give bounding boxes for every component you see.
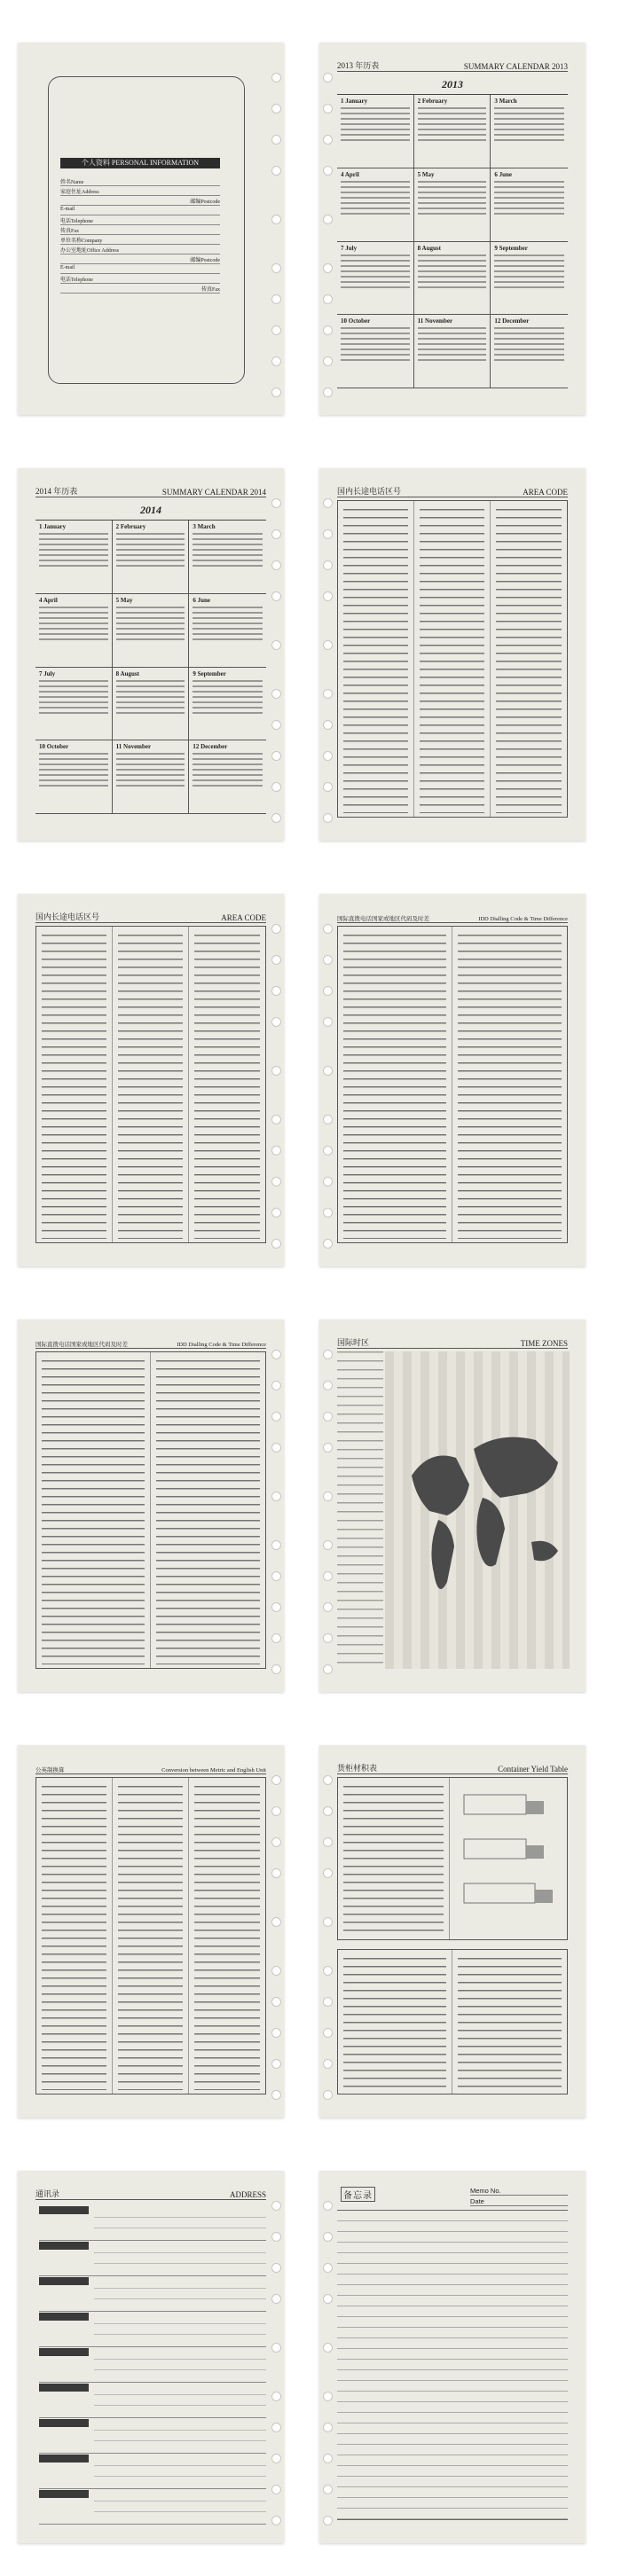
month-cell xyxy=(189,521,266,594)
calendar-2013-page xyxy=(319,43,586,415)
calendar-2014-page xyxy=(18,468,284,841)
day-grid xyxy=(418,254,487,290)
area-code-page-2 xyxy=(18,894,284,1266)
binder-holes xyxy=(271,1332,280,1679)
name-tab xyxy=(39,2313,89,2321)
header-right: AREA CODE xyxy=(523,488,568,497)
table-column xyxy=(113,1778,189,2094)
day-grid xyxy=(39,607,108,642)
name-tab xyxy=(39,2242,89,2250)
day-grid xyxy=(116,753,185,788)
entry-line xyxy=(94,2440,266,2441)
month-label: 11 November xyxy=(417,317,453,325)
month-label: 6 June xyxy=(193,596,210,604)
header-right: SUMMARY CALENDAR 2014 xyxy=(161,488,266,497)
month-label: 12 December xyxy=(494,317,530,325)
field-name: 姓名Name xyxy=(60,177,220,186)
address-entry xyxy=(39,2313,266,2347)
month-label: 8 August xyxy=(417,244,441,252)
month-label: 4 April xyxy=(341,170,359,178)
month-label: 9 September xyxy=(193,669,226,677)
month-cell xyxy=(337,95,414,168)
memo-ruled-lines xyxy=(337,2210,568,2520)
truck-diagram xyxy=(450,1778,567,1939)
day-grid xyxy=(418,181,487,216)
month-cell xyxy=(491,168,568,242)
page-header xyxy=(337,1335,568,1349)
table-column xyxy=(36,1778,113,2094)
header-right: AREA CODE xyxy=(221,913,266,922)
binder-holes xyxy=(271,481,280,828)
table-column xyxy=(36,1352,151,1668)
day-grid xyxy=(494,254,564,290)
binder-holes xyxy=(271,55,280,403)
calendar-grid xyxy=(35,520,266,814)
month-label: 2 February xyxy=(417,98,448,105)
name-tab xyxy=(39,2277,89,2285)
field-telephone: 电话Telephone xyxy=(60,216,220,225)
area-code-page-1 xyxy=(319,468,586,841)
entry-line xyxy=(94,2323,266,2324)
month-label: 5 May xyxy=(417,170,435,178)
entry-line xyxy=(94,2476,266,2477)
idd-page-1 xyxy=(319,894,586,1266)
month-cell xyxy=(113,594,190,668)
table-column xyxy=(113,927,189,1242)
container-table-top xyxy=(337,1777,568,1940)
header-left: 国内长途电话区号 xyxy=(337,487,402,496)
month-cell xyxy=(189,668,266,741)
month-cell xyxy=(337,242,414,316)
table-column xyxy=(36,927,113,1242)
page-header xyxy=(337,59,568,72)
field-postcode: 邮编Postcode xyxy=(60,197,220,206)
month-label: 7 July xyxy=(39,669,56,677)
conversion-page xyxy=(18,1745,284,2118)
field-office-telephone: 电话Telephone xyxy=(60,275,220,284)
day-grid xyxy=(193,680,263,716)
table-column xyxy=(338,927,452,1242)
month-cell xyxy=(414,168,491,242)
area-code-table xyxy=(337,500,568,818)
name-tab xyxy=(39,2348,89,2356)
area-code-table xyxy=(35,926,266,1243)
header-left: 国际直拨电话国家或地区代码及时差 xyxy=(35,1342,128,1348)
month-cell xyxy=(491,95,568,168)
page-header xyxy=(35,1761,266,1774)
name-tab xyxy=(39,2490,89,2498)
page-header xyxy=(337,484,568,497)
day-grid xyxy=(39,533,108,568)
month-cell xyxy=(35,521,113,594)
month-cell xyxy=(491,315,568,388)
calendar-year: 2014 xyxy=(140,504,161,516)
table-column xyxy=(338,501,414,817)
page-header xyxy=(35,910,266,923)
entry-line xyxy=(94,2298,266,2299)
month-label: 5 May xyxy=(115,596,133,604)
month-cell xyxy=(337,315,414,388)
memo-page xyxy=(319,2171,586,2543)
table-column xyxy=(338,1778,450,1939)
address-entry xyxy=(39,2419,266,2454)
header-left: 国内长途电话区号 xyxy=(35,912,100,921)
idd-page-2 xyxy=(18,1319,284,1692)
month-label: 10 October xyxy=(341,317,371,325)
day-grid xyxy=(341,107,410,143)
field-company: 单位名称Company xyxy=(60,236,220,245)
binder-holes xyxy=(323,1332,332,1679)
entry-line xyxy=(94,2394,266,2395)
day-grid xyxy=(494,327,564,363)
header-left: 2013 年历表 xyxy=(337,61,380,70)
address-page xyxy=(18,2171,284,2543)
time-zone-list xyxy=(337,1351,383,1669)
idd-table xyxy=(35,1351,266,1669)
conversion-table xyxy=(35,1777,266,2094)
memo-title: 备忘录 xyxy=(341,2187,375,2202)
field-office-fax: 传真Fax xyxy=(60,285,220,294)
memo-number-label: Memo No. xyxy=(470,2187,568,2196)
header-left: 国际时区 xyxy=(337,1338,370,1347)
header-right: Conversion between Metric and English Unit xyxy=(161,1767,266,1773)
time-zone-map xyxy=(385,1351,570,1669)
month-label: 3 March xyxy=(193,523,216,530)
month-cell xyxy=(414,95,491,168)
day-grid xyxy=(116,680,185,716)
entry-line xyxy=(94,2369,266,2370)
calendar-grid xyxy=(337,94,568,388)
day-grid xyxy=(116,607,185,642)
day-grid xyxy=(341,327,410,363)
truck-icon xyxy=(455,1781,562,1914)
month-label: 10 October xyxy=(39,743,69,751)
binder-holes xyxy=(323,55,332,403)
table-column xyxy=(151,1352,265,1668)
header-right: TIME ZONES xyxy=(520,1339,568,1348)
entry-line xyxy=(94,2430,266,2431)
entry-line xyxy=(94,2501,266,2502)
field-office-email: E-mail xyxy=(60,265,220,274)
month-label: 11 November xyxy=(115,743,152,751)
address-entry xyxy=(39,2455,266,2489)
table-column xyxy=(414,501,491,817)
field-address: 家庭住址Address xyxy=(60,187,220,196)
name-tab xyxy=(39,2384,89,2392)
address-entry xyxy=(39,2384,266,2418)
table-column xyxy=(452,1950,567,2094)
day-grid xyxy=(193,533,263,568)
field-office-postcode: 邮编Postcode xyxy=(60,255,220,264)
day-grid xyxy=(341,254,410,290)
address-entry xyxy=(39,2206,266,2241)
header-left: 通讯录 xyxy=(35,2189,60,2198)
page-header xyxy=(35,2187,266,2200)
address-entry xyxy=(39,2490,266,2525)
page-header xyxy=(337,1761,568,1774)
entry-line xyxy=(94,2359,266,2360)
month-cell xyxy=(113,740,190,814)
field-office-address: 办公室地址Office Address xyxy=(60,246,220,254)
personal-info-title: 个人资料 PERSONAL INFORMATION xyxy=(60,158,220,168)
table-column xyxy=(338,1950,452,2094)
page-header xyxy=(35,484,266,497)
day-grid xyxy=(418,327,487,363)
month-label: 2 February xyxy=(115,523,146,530)
day-grid xyxy=(494,181,564,216)
month-label: 8 August xyxy=(115,669,139,677)
month-cell xyxy=(414,315,491,388)
name-tab xyxy=(39,2455,89,2462)
entry-line xyxy=(94,2252,266,2253)
day-grid xyxy=(494,107,564,143)
month-label: 7 July xyxy=(341,244,358,252)
address-entry xyxy=(39,2242,266,2276)
day-grid xyxy=(193,753,263,788)
day-grid xyxy=(341,181,410,216)
entry-line xyxy=(94,2334,266,2335)
page-header xyxy=(35,1335,266,1349)
month-label: 9 September xyxy=(494,244,528,252)
day-grid xyxy=(116,533,185,568)
header-right: ADDRESS xyxy=(229,2190,266,2199)
entry-line xyxy=(94,2465,266,2466)
day-grid xyxy=(193,607,263,642)
binder-holes xyxy=(271,2183,280,2531)
entry-line xyxy=(94,2217,266,2218)
time-zones-page xyxy=(319,1319,586,1692)
container-table-bottom xyxy=(337,1949,568,2094)
binder-holes xyxy=(323,481,332,828)
month-cell xyxy=(35,740,113,814)
day-grid xyxy=(39,680,108,716)
container-page xyxy=(319,1745,586,2118)
table-column xyxy=(452,927,567,1242)
address-entry xyxy=(39,2348,266,2383)
entry-line xyxy=(94,2405,266,2406)
calendar-year: 2013 xyxy=(442,78,463,90)
binder-holes xyxy=(323,2183,332,2531)
personal-info-page xyxy=(18,43,284,415)
field-email: E-mail xyxy=(60,207,220,215)
entry-line xyxy=(94,2263,266,2264)
table-column xyxy=(491,501,567,817)
binder-holes xyxy=(271,906,280,1254)
page-header xyxy=(337,910,568,923)
day-grid xyxy=(418,107,487,143)
date-label: Date xyxy=(470,2197,568,2206)
month-label: 6 June xyxy=(494,170,512,178)
name-tab xyxy=(39,2419,89,2427)
month-cell xyxy=(414,242,491,316)
month-cell xyxy=(337,168,414,242)
month-cell xyxy=(35,594,113,668)
month-cell xyxy=(189,740,266,814)
month-cell xyxy=(491,242,568,316)
table-column xyxy=(189,927,265,1242)
month-label: 1 January xyxy=(341,98,368,105)
header-left: 2014 年历表 xyxy=(35,487,78,496)
entry-line xyxy=(94,2288,266,2289)
day-grid xyxy=(39,753,108,788)
header-right: SUMMARY CALENDAR 2013 xyxy=(463,62,568,71)
address-entry xyxy=(39,2277,266,2312)
binder-holes xyxy=(323,906,332,1254)
month-label: 4 April xyxy=(39,596,58,604)
header-right: IDD Dialling Code & Time Difference xyxy=(177,1342,266,1348)
month-label: 12 December xyxy=(193,743,228,751)
binder-holes xyxy=(323,1758,332,2105)
header-right: Container Yield Table xyxy=(498,1765,568,1773)
month-cell xyxy=(189,594,266,668)
month-label: 1 January xyxy=(39,523,67,530)
month-cell xyxy=(35,668,113,741)
name-tab xyxy=(39,2206,89,2214)
idd-table xyxy=(337,926,568,1243)
header-left: 公英制换算 xyxy=(35,1767,65,1773)
binder-holes xyxy=(271,1758,280,2105)
month-label: 3 March xyxy=(494,98,517,105)
entry-line xyxy=(94,2511,266,2512)
header-right: IDD Dialling Code & Time Difference xyxy=(478,916,568,922)
header-left: 国际直拨电话国家或地区代码及时差 xyxy=(337,916,429,922)
table-column xyxy=(189,1778,265,2094)
month-cell xyxy=(113,521,190,594)
header-left: 货柜材积表 xyxy=(337,1764,378,1773)
field-fax: 传真Fax xyxy=(60,226,220,235)
month-cell xyxy=(113,668,190,741)
world-map-icon xyxy=(385,1351,570,1669)
